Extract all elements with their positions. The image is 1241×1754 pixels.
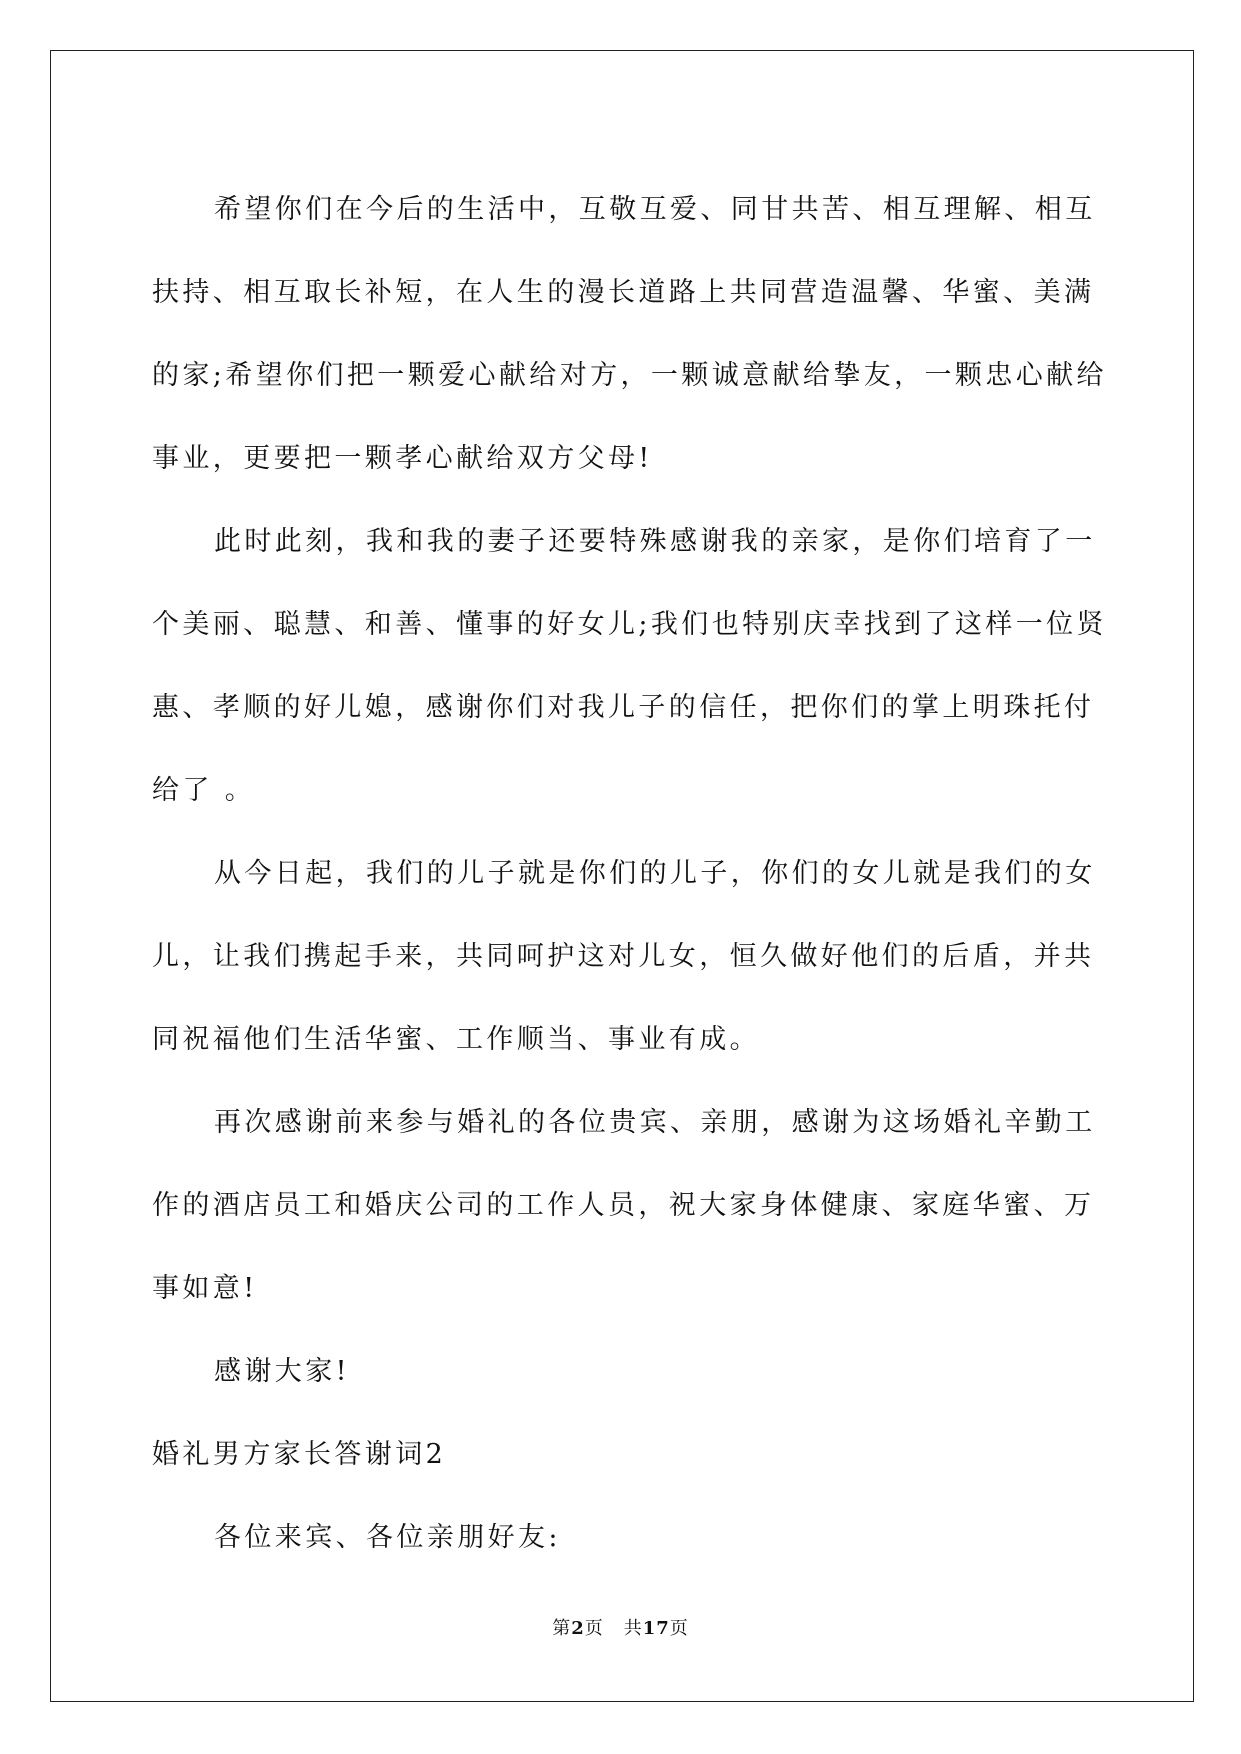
page-footer: [0, 1614, 1241, 1640]
section-title: 婚礼男方家长答谢词2: [152, 1439, 447, 1470]
paragraph-thank-you: 感谢大家!: [214, 1356, 350, 1387]
footer-total-suffix: 页: [669, 1618, 689, 1639]
paragraph-wishes: 希望你们在今后的生活中，互敬互爱、同甘共苦、相互理解、相互扶持、相互取长补短，在人生的漫长道路上共同营造温馨、华蜜、美满的家;希望你们把一颗爱心献给对方，一颗诚意献给挚友，一颗忠心献给事业，更要把一颗孝心献给双方父母!: [152, 194, 1107, 474]
footer-prefix: 第: [552, 1618, 572, 1639]
footer-page-number: 2: [571, 1618, 585, 1639]
footer-total-prefix: 共: [623, 1618, 643, 1639]
footer-page-suffix: 页: [584, 1618, 604, 1639]
paragraph-thanks-in-laws: 此时此刻，我和我的妻子还要特殊感谢我的亲家，是你们培育了一个美丽、聪慧、和善、懂事的好女儿;我们也特别庆幸找到了这样一位贤惠、孝顺的好儿媳，感谢你们对我儿子的信任，把你们的掌上明珠托付给了 。: [152, 526, 1107, 806]
footer-total-pages: 17: [642, 1618, 670, 1639]
document-body: [152, 168, 1112, 1579]
greeting: 各位来宾、各位亲朋好友:: [214, 1522, 561, 1553]
paragraph-thanks-guests: 再次感谢前来参与婚礼的各位贵宾、亲朋，感谢为这场婚礼辛勤工作的酒店员工和婚庆公司的工作人员，祝大家身体健康、家庭华蜜、万事如意!: [152, 1107, 1096, 1304]
paragraph-from-today: 从今日起，我们的儿子就是你们的儿子，你们的女儿就是我们的女儿，让我们携起手来，共同呵护这对儿女，恒久做好他们的后盾，并共同祝福他们生活华蜜、工作顺当、事业有成。: [152, 858, 1096, 1055]
